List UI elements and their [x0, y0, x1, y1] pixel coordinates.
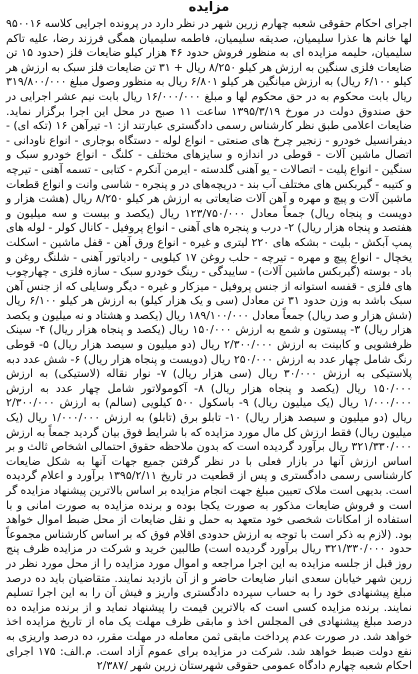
notice-title: مزایده [188, 0, 230, 15]
auction-notice [4, 0, 414, 673]
notice-body: اجرای احکام حقوقی شعبه چهارم زرین شهر در نظر دارد در پرونده اجرایی کلاسه ۹۵۰۰۱۶ لها خانم ها عذرا سلیمیان، صدیقه سلیمیان، فاطمه سلیمیان همگی فرزند رضا، علیه تاکم سلیمیان، حلیمه مزایده ای به منظور فروش حدود ۴۶ هزار کیلو ضایعات فلز (حدود ۱۵ تن ضایعات فلزی سنگین به ارزش هر کیلو ۸/۲۵۰ ریال + ۳۱ تن ضایعات فلز سبک به ارزش هر کیلو ۶/۱۰۰ ریال) به ارزش میانگین هر کیلو ۶/۸۰۱ ریال به منظور وصول مبلغ ۳۱۹/۸۰۰/۰۰۰ ریال بابت محکوم به در حق محکوم لها و مبلغ ۱۶/۰۰۰/۰۰۰ ریال بابت نیم عشر اجرایی در حق صندوق دولت در مورخ ۱۳۹۵/۳/۱۹ ساعت ۱۱ صبح در محل این اجرا برگزار نماید. ضایعات اعلامی طبق نظر کارشناس رسمی دادگستری عبارتند از: ۱- تیرآهن ۱۶ (تکه ای) - دیفرانسیل خودرو - زنجیر چرخ های صنعتی - انواع لوله - دستگاه بوجاری - انواع ناودانی - اتصال ماشین آلات - قوطی در اندازه و سایزهای مختلف - کلنگ - انواع خودرو سبک و سنگین - انواع پلیت - اتصالات - یو آهنی گلدسته - ایرمن آنکرم - کتابی - تسمه آهنی - تیرچه و کتیبه - گیربکس های مختلف آب بند - دریچه‌های در و پنجره - شاسی وانت و انواع قطعات ماشین آلات و پیچ و مهره و آهن آلات ضایعاتی به ارزش هر کیلو ۸/۲۵۰ ریال (هشت هزار و دویست و پنجاه ریال) جمعاً معادل ۱۲۳/۷۵۰/۰۰۰ ریال (یکصد و بیست و سه میلیون و هفتصد و پنجاه هزار ریال) ۲- درب و پنجره های آهنی - انواع پروفیل - کانال کولر - لوله های پمپ آبکش - بلیت - بشکه های ۲۲۰ لیتری و غیره - انواع ورق آهن - قفل ماشین - اسکلت یخچال - انواع پیچ و مهره - تیرچه - حلب روغن ۱۷ کیلویی - رادیاتور آهنی - شلنگ روغن و باد - بوسته (گیربکس ماشین آلات) - ساییدگی - رینگ خودرو سبک - سازه فلزی - چهارچوب های فلزی - قفسه استوانه از جنس پروفیل - میزکار و غیره - دیگر وسایلی که از جنس آهن سبک باشد به وزن حدود ۳۱ تن معادل (سی و یک هزار کیلو) به ارزش هر کیلو ۶/۱۰۰ ریال (شش هزار و صد ریال) جمعاً معادل ۱۸۹/۱۰۰/۰۰۰ ریال (یکصد و هشتاد و نه میلیون و یکصد هزار ریال) ۳- پیستون و شمع به ارزش ۱۵۰/۰۰۰ ریال (یکصد و پنجاه هزار ریال) ۴- سینک ظرفشویی و کابینت به ارزش ۲/۳۰۰/۰۰۰ ریال (دو میلیون و سیصد هزار ریال) ۵- قوطی رنگ شامل چهار عدد به ارزش ۲۵۰/۰۰۰ ریال (دویست و پنجاه هزار ریال) ۶- شش عدد دبه پلاستیکی به ارزش ۳۰/۰۰۰ ریال (سی هزار ریال) ۷- نوار نقاله (لاستیکی) به ارزش ۱۵۰/۰۰۰ ریال (یکصد و پنجاه هزار ریال) ۸- آکومولاتور شامل چهار عدد به ارزش ۱/۰۰۰/۰۰۰ ریال (یک میلیون ریال) ۹- باسکول ۵۰۰ کیلویی (سالم) به ارزش ۲/۳۰۰/۰۰۰ ریال (دو میلیون و سیصد هزار ریال) ۱۰- تابلو برق (تابلو) به ارزش ۱/۰۰۰/۰۰۰ ریال (یک میلیون ریال) فقط ارزش کل مال مورد مزایده که با شرایط فوق بیان گردید جمعاً به ارزش ۳۲۱/۳۳۰/۰۰۰ ریال برآورد گردیده است که بدون ملاحظه حقوق احتمالی اشخاص ثالث و بر اساس ارزش آنها در بازار فعلی با در نظر گرفتن جمیع جهات آنها به شکل ضایعات کارشناسی رسمی دادگستری و پس از قطعیت در تاریخ ۱۳۹۵/۲/۱۱ برآورد و اعلام گردیده است. بدیهی است ملاک تعیین مبلغ جهت انجام مزایده بر اساس بالاترین پیشنهاد مزایده گر است و فروش ضایعات مذکور به صورت یکجا بوده و برنده مزایده به صورت امانی و با استفاده از امکانات شخصی خود متعهد به حمل و نقل ضایعات از محل ضبط اموال خواهد بود. (لازم به ذکر است با توجه به ارزش حدودی اقلام فوق که بر اساس کارشناس مجموعاً حدود ۳۲۱/۳۳۰/۰۰۰ ریال برآورد گردیده است) طالبین خرید و شرکت در مزایده ظرف پنج روز قبل از جلسه مزایده به این اجرا مراجعه و اموال مورد مزایده را از محل مورد نظر در زرین شهر خیابان سعدی انبار ضایعات حاضر و از آن بازدید نمایند. متقاضیان باید ده درصد مبلغ پیشنهادی خود را به حساب سپرده دادگستری واریز و فیش آن را به این اجرا تسلیم نمایند. برنده مزایده کسی است که بالاترین قیمت را پیشنهاد نماید و از برنده مزایده ده درصد مبلغ پیشنهادی فی المجلس اخذ و مابقی ظرف مهلت یک ماه از تاریخ مزایده اخذ خواهد شد. در صورت عدم پرداخت مابقی ثمن معامله در مهلت مقرر، ده درصد واریزی به نفع دولت ضبط خواهد شد. شرکت در مزایده برای عموم آزاد است. م.الف: ۱۷۵ اجرای احکام شعبه چهارم دادگاه عمومی حقوقی شهرستان زرین شهر /۲/۳۸۷ [6, 17, 413, 673]
